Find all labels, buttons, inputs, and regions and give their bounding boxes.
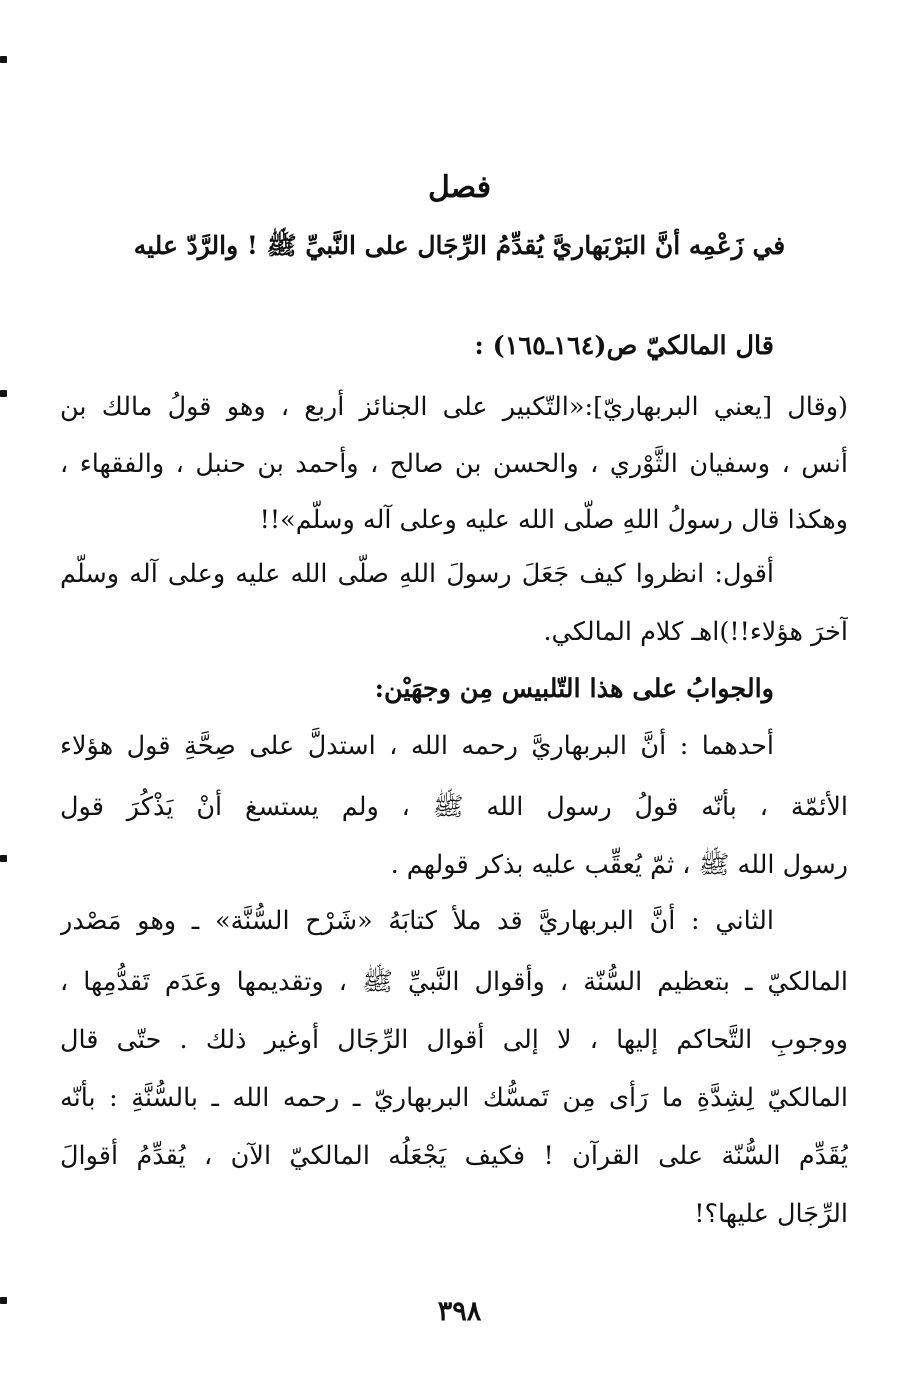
text-line: المالكيّ ـ بتعظيم السُّنّة ، وأقوال النَّبيِّ ﷺ ، وتقديمها وعَدَم تَقدُّمِها ، bbox=[60, 967, 848, 997]
text-line: أقول: انظروا كيف جَعَلَ رسولَ اللهِ صلّى الله عليه وعلى آله وسلّم bbox=[60, 559, 774, 589]
page-number: ٣٩٨ bbox=[437, 1296, 482, 1327]
text-line: الثاني : أنَّ البربهاريَّ قد ملأ كتابَهُ «شَرْح السُّنَّة» ـ وهو مَصْدر bbox=[60, 906, 774, 936]
text-line: قال المالكيّ ص(١٦٤ـ١٦٥) : bbox=[474, 331, 774, 361]
text-line: المالكيّ لِشِدَّةِ ما رَأى مِن تَمسُّك البربهاريّ ـ رحمه الله ـ بالسُّنَّةِ : بأنّه bbox=[60, 1083, 848, 1113]
margin-mark bbox=[0, 390, 7, 397]
text-line: الرِّجَال عليها؟! bbox=[694, 1199, 848, 1229]
text-line: أحدهما : أنَّ البربهاريَّ رحمه الله ، استدلَّ على صِحَّةِ قول هؤلاء bbox=[60, 731, 774, 761]
text-line: والجوابُ على هذا التّلبيس مِن وجهَيْن: bbox=[374, 674, 774, 704]
margin-mark bbox=[0, 56, 7, 63]
text-line: رسول الله ﷺ ، ثمّ يُعقِّب عليه بذكر قولهم . bbox=[390, 850, 848, 880]
text-line: وهكذا قال رسولُ اللهِ صلّى الله عليه وعلى آله وسلّم»!! bbox=[259, 505, 848, 535]
text-line: أنس ، وسفيان الثَّوْري ، والحسن بن صالح ، وأحمد بن حنبل ، والفقهاء ، bbox=[60, 449, 848, 479]
margin-mark bbox=[0, 855, 7, 862]
section-subtitle: في زَعْمِه أنَّ البَرْبَهاريَّ يُقدِّمُ الرِّجَال على النَّبيِّ ﷺ ! والرَّدّ عليه bbox=[133, 231, 786, 260]
text-line: يُقَدِّم السُّنّة على القرآن ! فكيف يَجْعَلُه المالكيّ الآن ، يُقدِّمُ أقوالَ bbox=[60, 1141, 848, 1171]
section-title: فصل bbox=[427, 170, 492, 205]
text-line: آخرَ هؤلاء!!)اهـ كلام المالكي. bbox=[543, 617, 848, 647]
text-line: ووجوبِ التَّحاكم إليها ، لا إلى أقوال الرِّجَال أوغير ذلك . حتّى قال bbox=[60, 1025, 848, 1055]
text-line: (وقال [يعني البربهاريّ]:«التّكبير على الجنائز أربع ، وهو قولُ مالك بن bbox=[60, 392, 848, 422]
text-line: الأئمّة ، بأنّه قولُ رسول الله ﷺ ، ولم يستسغ أنْ يَذْكُرَ قول bbox=[60, 792, 848, 822]
